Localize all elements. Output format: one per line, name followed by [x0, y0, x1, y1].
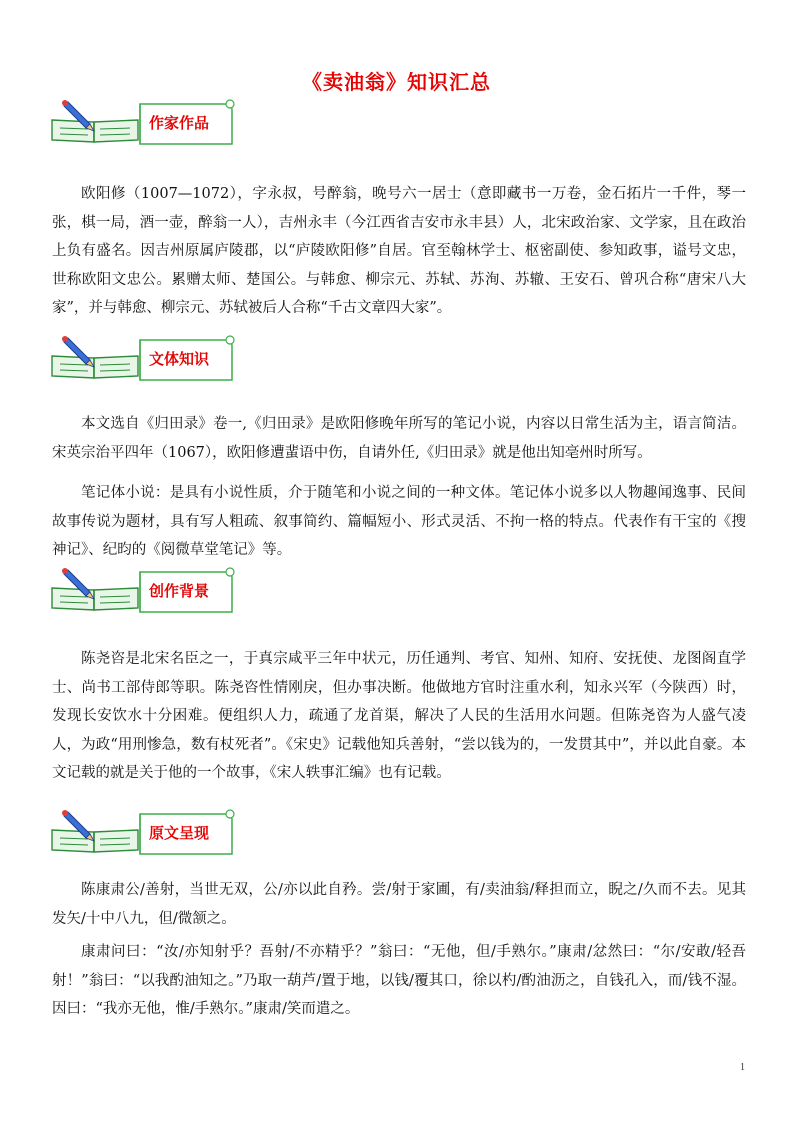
paragraph: 陈康肃公/善射，当世无双，公/亦以此自矜。尝/射于家圃，有/卖油翁/释担而立，睨之/久而不去。见其发矢/十中八九，但/微颔之。: [52, 882, 746, 927]
page-number: 1: [740, 1062, 745, 1073]
section-label: 原文呈现: [148, 824, 209, 842]
section-label: 创作背景: [148, 582, 209, 600]
section-header-author: [48, 98, 238, 150]
section-header-genre: [48, 334, 238, 386]
paragraph: 康肃问曰：“汝/亦知射乎？吾射/不亦精乎？”翁曰：“无他，但/手熟尔。”康肃/忿然曰：“尔/安敢/轻吾射！”翁曰：“以我酌油知之。”乃取一葫芦/置于地，以钱/覆其口，徐以杓/酌油沥之，自钱孔入，而/钱不湿。因曰：“我亦无他，惟/手熟尔。”康肃/笑而遣之。: [52, 944, 746, 1017]
section-label: 文体知识: [148, 350, 209, 368]
section-label: 作家作品: [148, 114, 209, 132]
paragraph: 本文选自《归田录》卷一,《归田录》是欧阳修晚年所写的笔记小说，内容以日常生活为主，语言简洁。宋英宗治平四年（1067），欧阳修遭蜚语中伤，自请外任,《归田录》就是他出知亳州时所写。: [52, 416, 746, 461]
paragraph: 欧阳修（1007—1072），字永叔，号醉翁，晚号六一居士（意即藏书一万卷，金石拓片一千件，琴一张，棋一局，酒一壶，醉翁一人），吉州永丰（今江西省吉安市永丰县）人，北宋政治家、文学家，且在政治上负有盛名。因吉州原属庐陵郡，以“庐陵欧阳修”自居。官至翰林学士、枢密副使、参知政事，谥号文忠，世称欧阳文忠公。累赠太师、楚国公。与韩愈、柳宗元、苏轼、苏洵、苏辙、王安石、曾巩合称“唐宋八大家”，并与韩愈、柳宗元、苏轼被后人合称“千古文章四大家”。: [52, 186, 746, 316]
paragraph: 陈尧咨是北宋名臣之一，于真宗咸平三年中状元，历任通判、考官、知州、知府、安抚使、龙图阁直学士、尚书工部侍郎等职。陈尧咨性情刚戾，但办事决断。他做地方官时注重水利，知永兴军（今陕西）时，发现长安饮水十分困难。便组织人力，疏通了龙首渠，解决了人民的生活用水问题。但陈尧咨为人盛气凌人，为政“用刑惨急，数有杖死者”。《宋史》记载他知兵善射，“尝以钱为的，一发贯其中”，并以此自豪。本文记载的就是关于他的一个故事，《宋人轶事汇编》也有记载。: [52, 651, 746, 781]
page-title: 《卖油翁》知识汇总: [302, 70, 491, 94]
paragraph: 笔记体小说：是具有小说性质，介于随笔和小说之间的一种文体。笔记体小说多以人物趣闻逸事、民间故事传说为题材，具有写人粗疏、叙事简约、篇幅短小、形式灵活、不拘一格的特点。代表作有干宝的《搜神记》、纪昀的《阅微草堂笔记》等。: [52, 485, 746, 558]
section-header-original-text: [48, 808, 238, 860]
section-header-background: [48, 566, 238, 618]
